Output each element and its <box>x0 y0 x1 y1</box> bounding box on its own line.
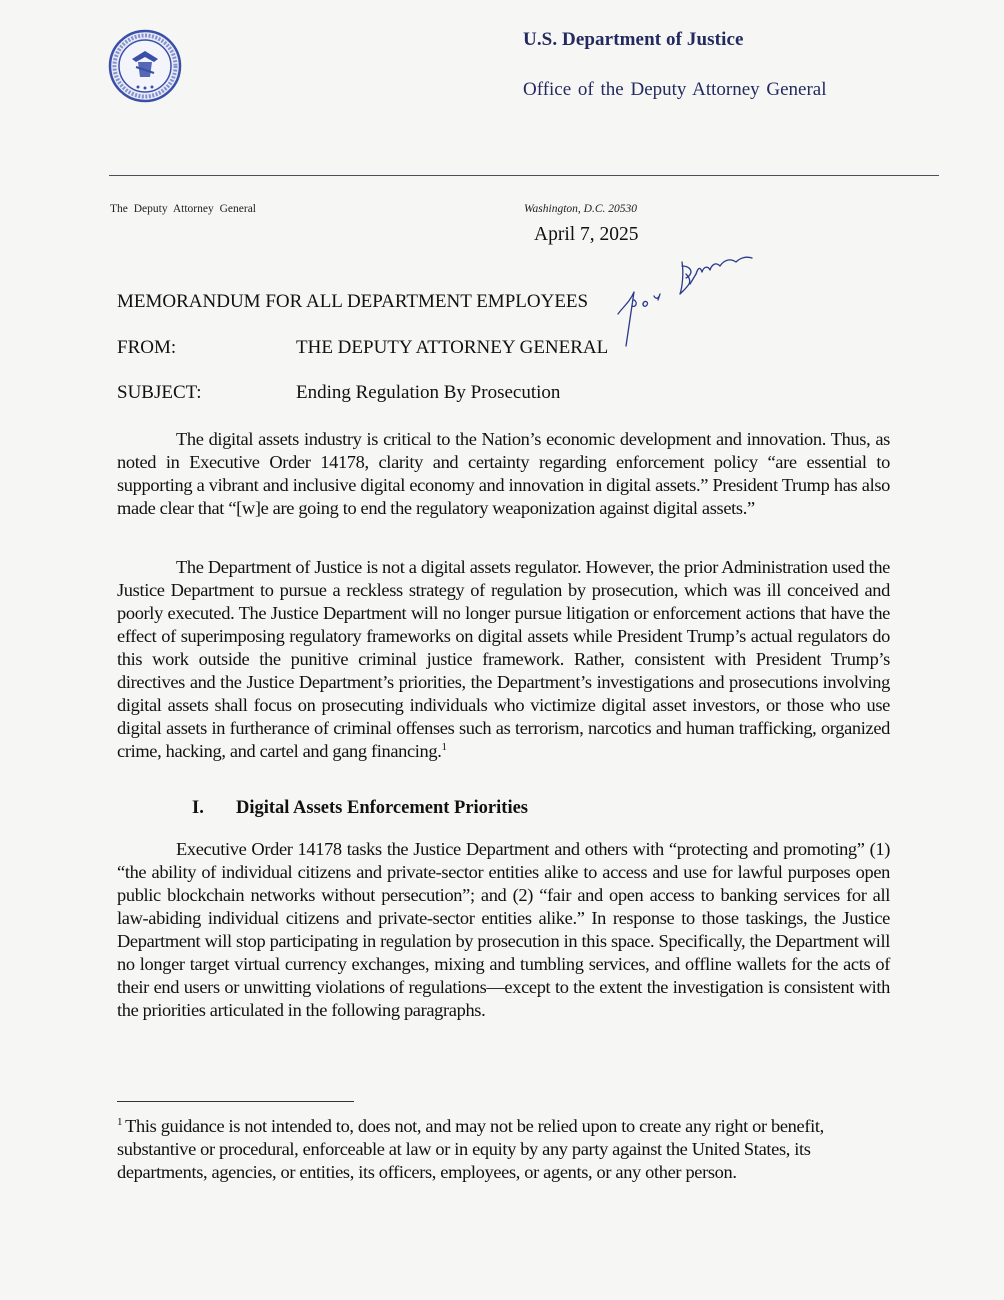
location: Washington, D.C. 20530 <box>524 203 637 215</box>
footnote-marker: 1 <box>117 1116 123 1128</box>
subject-label: SUBJECT: <box>117 382 202 403</box>
handwritten-signature-icon <box>612 244 762 354</box>
body-paragraph <box>117 556 890 763</box>
section-heading <box>192 798 528 819</box>
section-title: Digital Assets Enforcement Priorities <box>236 798 528 818</box>
from-label: FROM: <box>117 337 177 358</box>
from-value: THE DEPUTY ATTORNEY GENERAL <box>296 337 609 358</box>
letterhead-divider <box>109 175 939 176</box>
body-paragraph: Executive Order 14178 tasks the Justice Department and others with “protecting and promoting” (1) “the ability of individual citizens and private-sector entities alike to access and use for lawful purposes open public blockchain networks without persecution”; and (2) “fair and open access to banking services for all law-abiding individual citizens and private-sector entities alike.” In response to those taskings, the Justice Department will stop participating in regulation by prosecution in this space. Specifically, the Department will no longer target virtual currency exchanges, mixing and tumbling services, and offline wallets for the acts of their end users or unwitting violations of regulations—except to the extent the investigation is consistent with the priorities articulated in the following paragraphs. <box>117 839 890 1020</box>
footnote <box>117 1115 892 1184</box>
body-paragraph-text: The Department of Justice is not a digital assets regulator. However, the prior Administration used the Justice Department to pursue a reckless strategy of regulation by prosecution, which was ill conceived and poorly executed. The Justice Department will no longer pursue litigation or enforcement actions that have the effect of superimposing regulatory frameworks on digital assets while President Trump’s actual regulators do this work outside the punitive criminal justice framework. Rather, consistent with President Trump’s directives and the Justice Department’s priorities, the Department’s investigations and prosecutions involving digital assets shall focus on prosecuting individuals who victimize digital asset investors, or those who use digital assets in furtherance of criminal offenses such as terrorism, narcotics and human trafficking, organized crime, hacking, and cartel and gang financing. <box>117 557 890 761</box>
sender-title: The Deputy Attorney General <box>110 203 256 215</box>
body-paragraph: The digital assets industry is critical to the Nation’s economic development and innovation. Thus, as noted in Executive Order 14178, clarity and certainty regarding enforcement policy “are essential to supporting a vibrant and inclusive digital economy and innovation in digital assets.” President Trump has also made clear that “[w]e are going to end the regulatory weaponization against digital assets.” <box>117 429 890 518</box>
footnote-text: This guidance is not intended to, does not, and may not be relied upon to create any right or benefit, substantive or procedural, enforceable at law or in equity by any party against the United States, its departments, agencies, or entities, its officers, employees, or agents, or any other person. <box>117 1116 824 1182</box>
footnote-divider <box>117 1101 354 1102</box>
section-number: I. <box>192 798 204 818</box>
office-name: Office of the Deputy Attorney General <box>523 79 827 100</box>
subject-value: Ending Regulation By Prosecution <box>296 382 561 403</box>
memo-date: April 7, 2025 <box>534 224 639 245</box>
department-name: U.S. Department of Justice <box>523 29 744 50</box>
memo-recipients: MEMORANDUM FOR ALL DEPARTMENT EMPLOYEES <box>117 291 589 312</box>
doj-seal-icon <box>108 29 182 103</box>
footnote-reference[interactable]: 1 <box>441 741 447 753</box>
